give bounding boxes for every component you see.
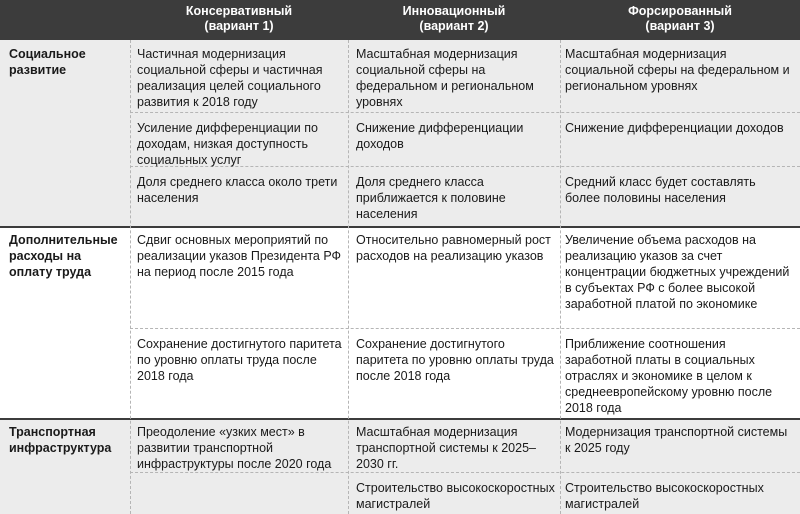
section-separator: [0, 226, 800, 228]
row-divider: [130, 472, 800, 473]
cell-wages-r1-v1: Сдвиг основных мероприятий по реализации указов Президента РФ на период после 2015 года: [137, 233, 342, 279]
cell-social-r2-v2: Снижение дифференциации доходов: [356, 121, 524, 151]
cell-transport-r2-v2: Строительство высокоскоростных магистралей: [356, 481, 555, 511]
cell-wages-r2-v3: Приближение соотношения заработной платы в социальных отраслях и экономике в целом к среднеевропейскому уровню после 2018 года: [565, 337, 773, 415]
section-separator: [0, 418, 800, 420]
cell-social-r1-v3: Масштабная модернизация социальной сферы на федеральном и региональном уровнях: [565, 47, 790, 93]
cell-transport-r2-v3: Строительство высокоскоростных магистралей: [565, 481, 764, 511]
cell-social-r2-v1: Усиление дифференциации по доходам, низкая доступность социальных услуг: [137, 121, 318, 167]
header-separator: [0, 38, 800, 40]
header-variant-3-subtitle: (вариант 3): [645, 19, 715, 33]
cell-transport-r1-v1: Преодоление «узких мест» в развитии транспортной инфраструктуры после 2020 года: [137, 425, 332, 471]
section-title-social: Социальное развитие: [9, 47, 86, 77]
cell-social-r1-v2: Масштабная модернизация социальной сферы на федеральном и региональном уровнях: [356, 47, 534, 109]
row-divider: [130, 328, 800, 329]
header-variant-2-title: Инновационный: [402, 4, 506, 18]
cell-transport-r1-v3: Модернизация транспортной системы к 2025 году: [565, 425, 788, 455]
cell-wages-r1-v3: Увеличение объема расходов на реализацию указов за счет концентрации бюджетных учреждений в субъектах РФ с более высокой заработной платой по экономике: [565, 233, 790, 311]
cell-social-r3-v1: Доля среднего класса около трети населения: [137, 175, 338, 205]
header-variant-2-subtitle: (вариант 2): [419, 19, 489, 33]
section-title-wages: Дополнительные расходы на оплату труда: [9, 233, 118, 279]
cell-transport-r1-v2: Масштабная модернизация транспортной системы к 2025–2030 гг.: [356, 425, 536, 471]
cell-social-r2-v3: Снижение дифференциации доходов: [565, 121, 784, 135]
header-variant-2: [348, 0, 560, 38]
header-variant-1-subtitle: (вариант 1): [204, 19, 274, 33]
cell-wages-r2-v2: Сохранение достигнутого паритета по уровню оплаты труда после 2018 года: [356, 337, 554, 383]
cell-wages-r1-v2: Относительно равномерный рост расходов на реализацию указов: [356, 233, 551, 263]
section-title-transport: Транспортная инфраструктура: [9, 425, 112, 455]
header-blank-cell: [0, 0, 130, 38]
cell-social-r3-v3: Средний класс будет составлять более половины населения: [565, 175, 756, 205]
header-variant-3: [560, 0, 800, 38]
header-variant-1: [130, 0, 348, 38]
cell-social-r3-v2: Доля среднего класса приближается к половине населения: [356, 175, 506, 221]
header-variant-1-title: Консервативный: [185, 4, 293, 18]
row-divider: [130, 112, 800, 113]
cell-social-r1-v1: Частичная модернизация социальной сферы и частичная реализация целей социального развития к 2018 году: [137, 47, 323, 109]
cell-wages-r2-v1: Сохранение достигнутого паритета по уровню оплаты труда после 2018 года: [137, 337, 342, 383]
header-variant-3-title: Форсированный: [628, 4, 732, 18]
